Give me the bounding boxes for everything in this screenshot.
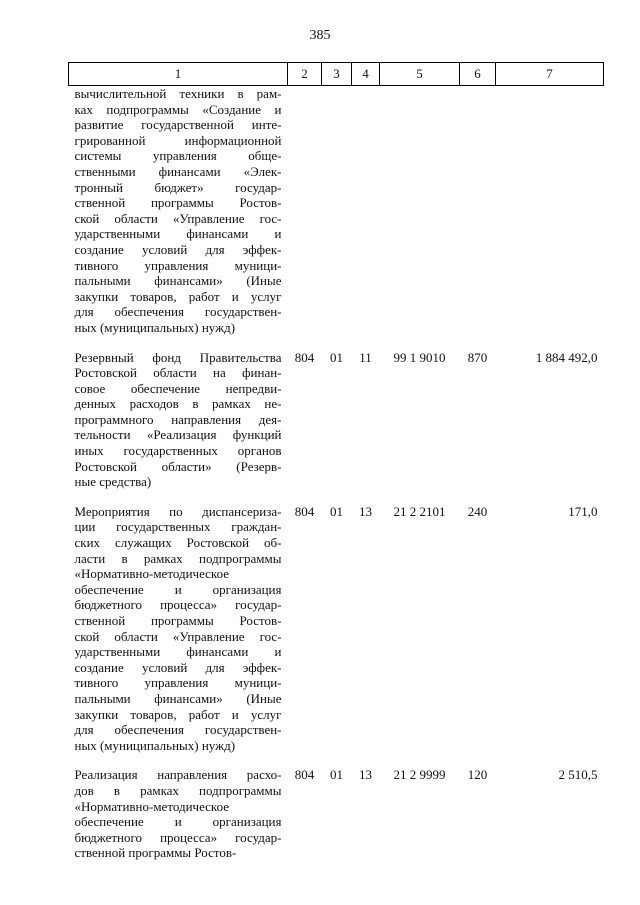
budget-table	[68, 62, 604, 861]
description-line: тивного управления муници-	[74, 257, 282, 273]
row-spacer-cell	[69, 336, 604, 350]
row-subsection-code: 13	[359, 503, 372, 519]
row-target-article: 21 2 9999	[393, 767, 446, 783]
row-amount: 1 884 492,0	[535, 349, 598, 365]
table-body	[69, 86, 604, 861]
table-row	[69, 86, 604, 336]
table-header-row	[69, 63, 604, 86]
header-col-7: 7	[496, 63, 604, 86]
row-subsection-code	[352, 86, 380, 336]
description-line: ударственными финансами и	[74, 644, 282, 660]
header-col-3: 3	[322, 63, 352, 86]
page-number: 385	[309, 28, 331, 43]
row-target-article: 21 2 2101	[393, 503, 446, 519]
description-line: ударственными финансами и	[74, 226, 282, 242]
description-line: тивного управления муници-	[74, 675, 282, 691]
row-spacer-cell	[69, 490, 604, 504]
row-ministry-code: 804	[294, 767, 315, 783]
description-line: ных (муниципальных) нужд)	[74, 737, 236, 753]
description-line: ласти в рамках подпрограммы	[74, 550, 282, 566]
description-line: обеспечение и организация	[74, 581, 282, 597]
description-line: для обеспечения государствен-	[74, 722, 282, 738]
row-amount: 171,0	[568, 503, 598, 519]
description-line: закупки товаров, работ и услуг	[74, 288, 282, 304]
row-expense-type: 870	[467, 349, 488, 365]
header-col-4: 4	[352, 63, 380, 86]
row-section-code	[322, 86, 352, 336]
row-section-code: 01	[330, 767, 343, 783]
description-line: бюджетного процесса» государ-	[74, 829, 282, 845]
header-col-1: 1	[69, 63, 288, 86]
row-section-code: 01	[330, 349, 343, 365]
description-line: создание условий для эффек-	[74, 241, 282, 257]
description-line: системы управления обще-	[74, 148, 282, 164]
description-line: пальными финансами» (Иные	[74, 273, 282, 289]
row-subsection-code: 13	[359, 767, 372, 783]
header-col-5: 5	[380, 63, 460, 86]
row-spacer	[69, 336, 604, 350]
row-target-article: 99 1 9010	[393, 349, 446, 365]
description-line: для обеспечения государствен-	[74, 304, 282, 320]
row-description	[69, 350, 288, 490]
description-line: закупки товаров, работ и услуг	[74, 706, 282, 722]
description-line: ской области «Управление гос-	[74, 628, 282, 644]
row-description	[69, 86, 288, 336]
row-expense-type: 120	[467, 767, 488, 783]
description-line: Резервный фонд Правительства	[74, 349, 282, 365]
description-line: совое обеспечение непредви-	[74, 380, 282, 396]
row-expense-type: 240	[467, 503, 488, 519]
table-row	[69, 767, 604, 861]
row-ministry-code: 804	[294, 349, 315, 365]
table-row	[69, 504, 604, 754]
description-line: ственной программы Ростов-	[74, 845, 237, 861]
row-ministry-code	[288, 86, 322, 336]
description-line: программного направления дея-	[74, 411, 282, 427]
description-line: денных расходов в рамках не-	[74, 396, 282, 412]
row-spacer	[69, 753, 604, 767]
row-subsection-code: 11	[359, 349, 372, 365]
description-line: Ростовской области» (Резерв-	[74, 458, 282, 474]
header-col-6: 6	[460, 63, 496, 86]
description-line: ные средства)	[74, 474, 152, 490]
row-target-article	[380, 86, 460, 336]
description-line: «Нормативно-методическое	[74, 566, 230, 582]
row-amount: 2 510,5	[558, 767, 598, 783]
description-line: вычислительной техники в рам-	[74, 86, 282, 101]
row-spacer	[69, 490, 604, 504]
header-col-2: 2	[288, 63, 322, 86]
description-line: ственной программы Ростов-	[74, 195, 282, 211]
row-amount	[496, 86, 604, 336]
description-line: Мероприятия по диспансериза-	[74, 503, 282, 519]
description-line: ных (муниципальных) нужд)	[74, 319, 236, 335]
description-line: иных государственных органов	[74, 443, 282, 459]
description-line: ских служащих Ростовской об-	[74, 535, 282, 551]
description-line: грированной информационной	[74, 132, 282, 148]
table-row	[69, 350, 604, 490]
description-line: ции государственных граждан-	[74, 519, 282, 535]
description-line: тронный бюджет» государ-	[74, 179, 282, 195]
description-line: тельности «Реализация функций	[74, 427, 282, 443]
row-section-code: 01	[330, 503, 343, 519]
description-line: ственными финансами «Элек-	[74, 163, 282, 179]
description-line: ской области «Управление гос-	[74, 210, 282, 226]
description-line: Ростовской области на финан-	[74, 365, 282, 381]
description-line: пальными финансами» (Иные	[74, 690, 282, 706]
description-line: Реализация направления расхо-	[74, 767, 282, 783]
description-line: бюджетного процесса» государ-	[74, 597, 282, 613]
description-line: создание условий для эффек-	[74, 659, 282, 675]
description-line: ственной программы Ростов-	[74, 613, 282, 628]
row-spacer-cell	[69, 753, 604, 767]
description-line: развитие государственной интe-	[74, 117, 282, 133]
row-ministry-code: 804	[294, 503, 315, 519]
row-description	[69, 767, 288, 861]
description-line: обеспечение и организация	[74, 814, 282, 830]
row-description	[69, 504, 288, 754]
description-line: ках подпрограммы «Создание и	[74, 101, 282, 117]
description-line: «Нормативно-методическое	[74, 798, 230, 814]
row-expense-type	[460, 86, 496, 336]
description-line: дов в рамках подпрограммы	[74, 782, 282, 798]
